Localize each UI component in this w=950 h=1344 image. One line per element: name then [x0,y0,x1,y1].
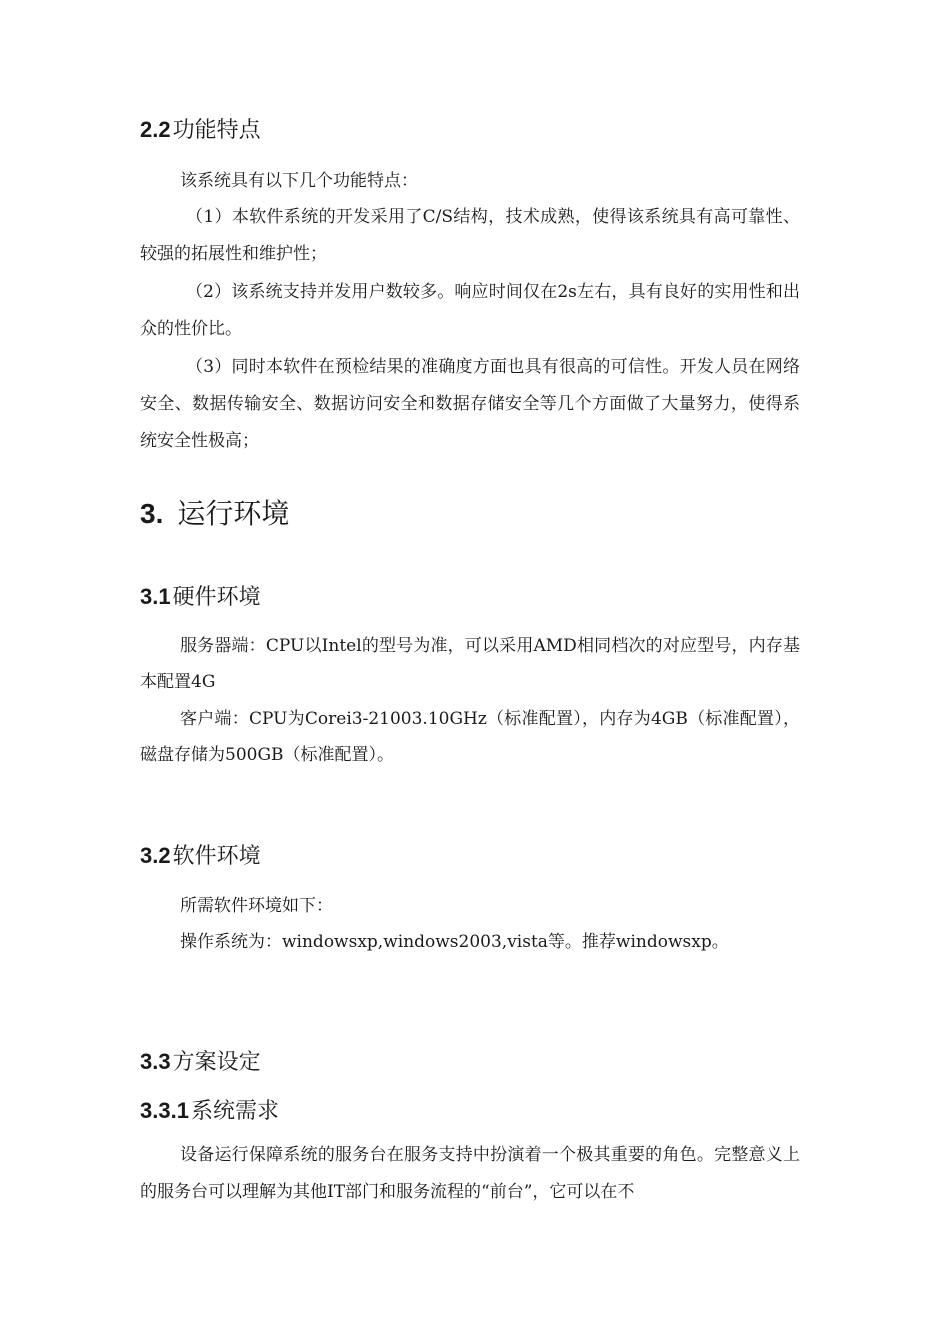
section-heading-3-1 [140,582,800,613]
paragraph: 客户端：CPU为Corei3-21003.10GHz（标准配置），内存为4GB（标准配置），磁盘存储为500GB（标准配置）。 [140,709,800,765]
section-heading-3-3-1 [140,1096,800,1127]
paragraph: 设备运行保障系统的服务台在服务支持中扮演着一个极其重要的角色。完整意义上的服务台可以理解为其他IT部门和服务流程的“前台”，它可以在不 [140,1145,800,1202]
chapter-title: 运行环境 [177,497,290,530]
section-title: 方案设定 [172,1050,261,1075]
section-heading-3-3 [140,1047,800,1078]
paragraph: （3）同时本软件在预检结果的准确度方面也具有很高的可信性。开发人员在网络安全、数据传输安全、数据访问安全和数据存储安全等几个方面做了大量努力，使得系统安全性极高； [140,357,800,451]
paragraph: 服务器端：CPU以Intel的型号为准，可以采用AMD相同档次的对应型号，内存基本配置4G [140,636,800,692]
section-title: 软件环境 [172,844,261,869]
section-number: 3.3 [140,1049,171,1074]
section-title: 系统需求 [190,1099,279,1124]
section-heading-2-2 [140,115,800,146]
section-number: 3.3.1 [140,1098,189,1123]
section-number: 3.2 [140,843,171,868]
paragraph: 所需软件环境如下： [180,896,333,916]
paragraph: （1）本软件系统的开发采用了C/S结构，技术成熟，使得该系统具有高可靠性、较强的拓展性和维护性； [140,207,800,264]
section-title: 功能特点 [172,118,261,143]
chapter-number: 3. [140,498,164,529]
section-heading-3-2 [140,841,800,872]
paragraph: （2）该系统支持并发用户数较多。响应时间仅在2s左右，具有良好的实用性和出众的性价比。 [140,282,800,339]
chapter-heading-3 [140,496,800,532]
section-title: 硬件环境 [172,585,261,610]
section-number: 3.1 [140,584,171,609]
section-number: 2.2 [140,117,171,142]
paragraph: 该系统具有以下几个功能特点： [180,171,418,191]
paragraph: 操作系统为：windowsxp,windows2003,vista等。推荐windowsxp。 [180,932,729,952]
